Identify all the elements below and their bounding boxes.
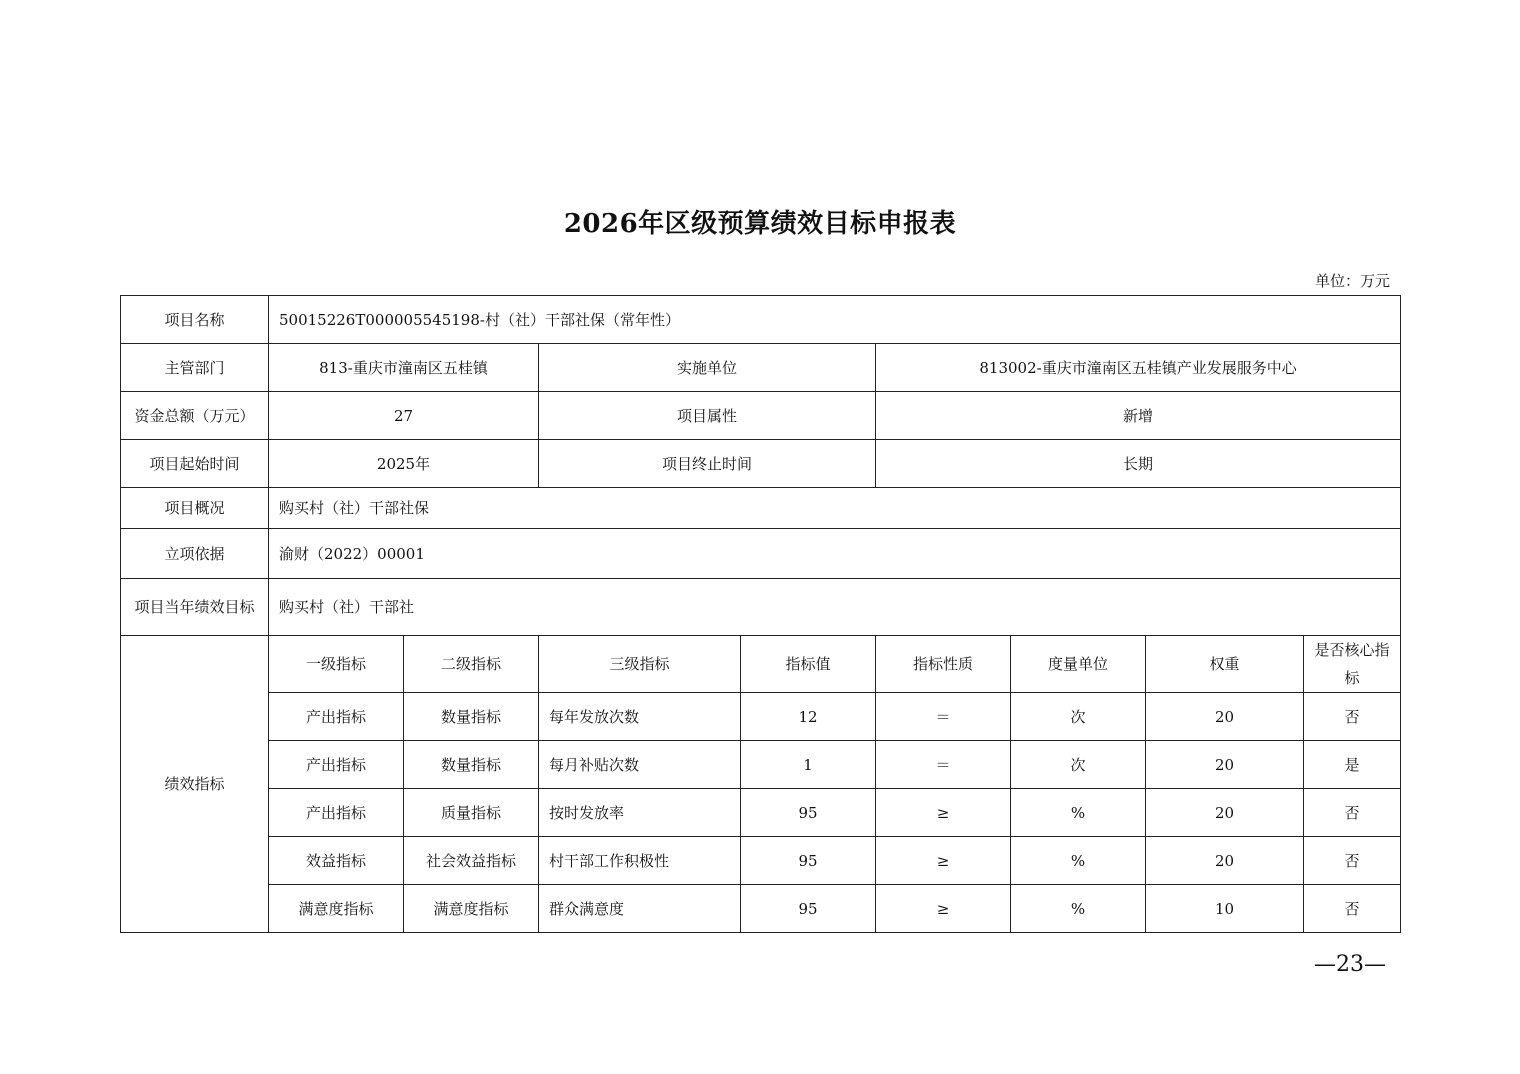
row-overview <box>121 488 1401 529</box>
perf-cell-nature: ＝ <box>876 741 1011 789</box>
perf-row <box>121 789 1401 837</box>
perf-cell-level3: 群众满意度 <box>539 885 741 933</box>
perf-cell-core: 否 <box>1304 693 1401 741</box>
perf-row <box>121 741 1401 789</box>
perf-cell-core: 否 <box>1304 885 1401 933</box>
perf-cell-unit: % <box>1011 885 1146 933</box>
perf-cell-weight: 20 <box>1146 693 1304 741</box>
basis-value: 渝财（2022）00001 <box>269 529 1401 579</box>
perf-cell-value: 95 <box>741 885 876 933</box>
row-goal <box>121 579 1401 636</box>
project-name-label: 项目名称 <box>121 296 269 344</box>
perf-cell-level3: 村干部工作积极性 <box>539 837 741 885</box>
goal-value: 购买村（社）干部社 <box>269 579 1401 636</box>
perf-cell-weight: 20 <box>1146 837 1304 885</box>
budget-form-table <box>120 295 1401 933</box>
perf-cell-unit: 次 <box>1011 693 1146 741</box>
perf-cell-level1: 效益指标 <box>269 837 404 885</box>
perf-cell-level3: 每月补贴次数 <box>539 741 741 789</box>
perf-row <box>121 693 1401 741</box>
dept-label: 主管部门 <box>121 344 269 392</box>
perf-header-row <box>121 636 1401 693</box>
perf-row <box>121 837 1401 885</box>
perf-row <box>121 885 1401 933</box>
attr-label: 项目属性 <box>539 392 876 440</box>
perf-cell-value: 95 <box>741 837 876 885</box>
perf-cell-level1: 产出指标 <box>269 693 404 741</box>
row-department <box>121 344 1401 392</box>
perf-cell-value: 95 <box>741 789 876 837</box>
end-label: 项目终止时间 <box>539 440 876 488</box>
perf-cell-level1: 满意度指标 <box>269 885 404 933</box>
perf-header-cell: 度量单位 <box>1011 636 1146 693</box>
perf-cell-level1: 产出指标 <box>269 741 404 789</box>
perf-cell-core: 否 <box>1304 789 1401 837</box>
project-name-value: 50015226T000005545198-村（社）干部社保（常年性） <box>269 296 1401 344</box>
page-title: 2026年区级预算绩效目标申报表 <box>563 209 957 239</box>
perf-header-cell: 指标值 <box>741 636 876 693</box>
perf-cell-level3: 按时发放率 <box>539 789 741 837</box>
row-time <box>121 440 1401 488</box>
start-label: 项目起始时间 <box>121 440 269 488</box>
perf-cell-weight: 10 <box>1146 885 1304 933</box>
perf-cell-nature: ≥ <box>876 789 1011 837</box>
perf-label: 绩效指标 <box>121 636 269 933</box>
perf-cell-unit: % <box>1011 789 1146 837</box>
perf-cell-value: 1 <box>741 741 876 789</box>
perf-header-cell: 是否核心指标 <box>1304 636 1401 693</box>
fund-label: 资金总额（万元） <box>121 392 269 440</box>
perf-cell-nature: ＝ <box>876 693 1011 741</box>
perf-cell-core: 否 <box>1304 837 1401 885</box>
perf-header-cell: 二级指标 <box>404 636 539 693</box>
fund-value: 27 <box>269 392 539 440</box>
perf-cell-level3: 每年发放次数 <box>539 693 741 741</box>
impl-value: 813002-重庆市潼南区五桂镇产业发展服务中心 <box>876 344 1401 392</box>
impl-label: 实施单位 <box>539 344 876 392</box>
perf-header-cell: 指标性质 <box>876 636 1011 693</box>
basis-label: 立项依据 <box>121 529 269 579</box>
perf-cell-level2: 满意度指标 <box>404 885 539 933</box>
perf-cell-value: 12 <box>741 693 876 741</box>
row-project-name <box>121 296 1401 344</box>
unit-label: 单位：万元 <box>1314 272 1390 290</box>
perf-cell-level2: 质量指标 <box>404 789 539 837</box>
perf-cell-nature: ≥ <box>876 837 1011 885</box>
row-basis <box>121 529 1401 579</box>
perf-cell-unit: % <box>1011 837 1146 885</box>
perf-cell-weight: 20 <box>1146 789 1304 837</box>
perf-cell-unit: 次 <box>1011 741 1146 789</box>
end-value: 长期 <box>876 440 1401 488</box>
perf-cell-level1: 产出指标 <box>269 789 404 837</box>
perf-cell-core: 是 <box>1304 741 1401 789</box>
perf-cell-level2: 数量指标 <box>404 741 539 789</box>
perf-cell-weight: 20 <box>1146 741 1304 789</box>
perf-cell-nature: ≥ <box>876 885 1011 933</box>
attr-value: 新增 <box>876 392 1401 440</box>
overview-value: 购买村（社）干部社保 <box>269 488 1401 529</box>
overview-label: 项目概况 <box>121 488 269 529</box>
perf-header-cell: 一级指标 <box>269 636 404 693</box>
perf-header-cell: 权重 <box>1146 636 1304 693</box>
start-value: 2025年 <box>269 440 539 488</box>
row-fund <box>121 392 1401 440</box>
perf-cell-level2: 社会效益指标 <box>404 837 539 885</box>
dept-value: 813-重庆市潼南区五桂镇 <box>269 344 539 392</box>
page-number: —23— <box>1314 952 1386 977</box>
goal-label: 项目当年绩效目标 <box>121 579 269 636</box>
perf-cell-level2: 数量指标 <box>404 693 539 741</box>
perf-header-cell: 三级指标 <box>539 636 741 693</box>
